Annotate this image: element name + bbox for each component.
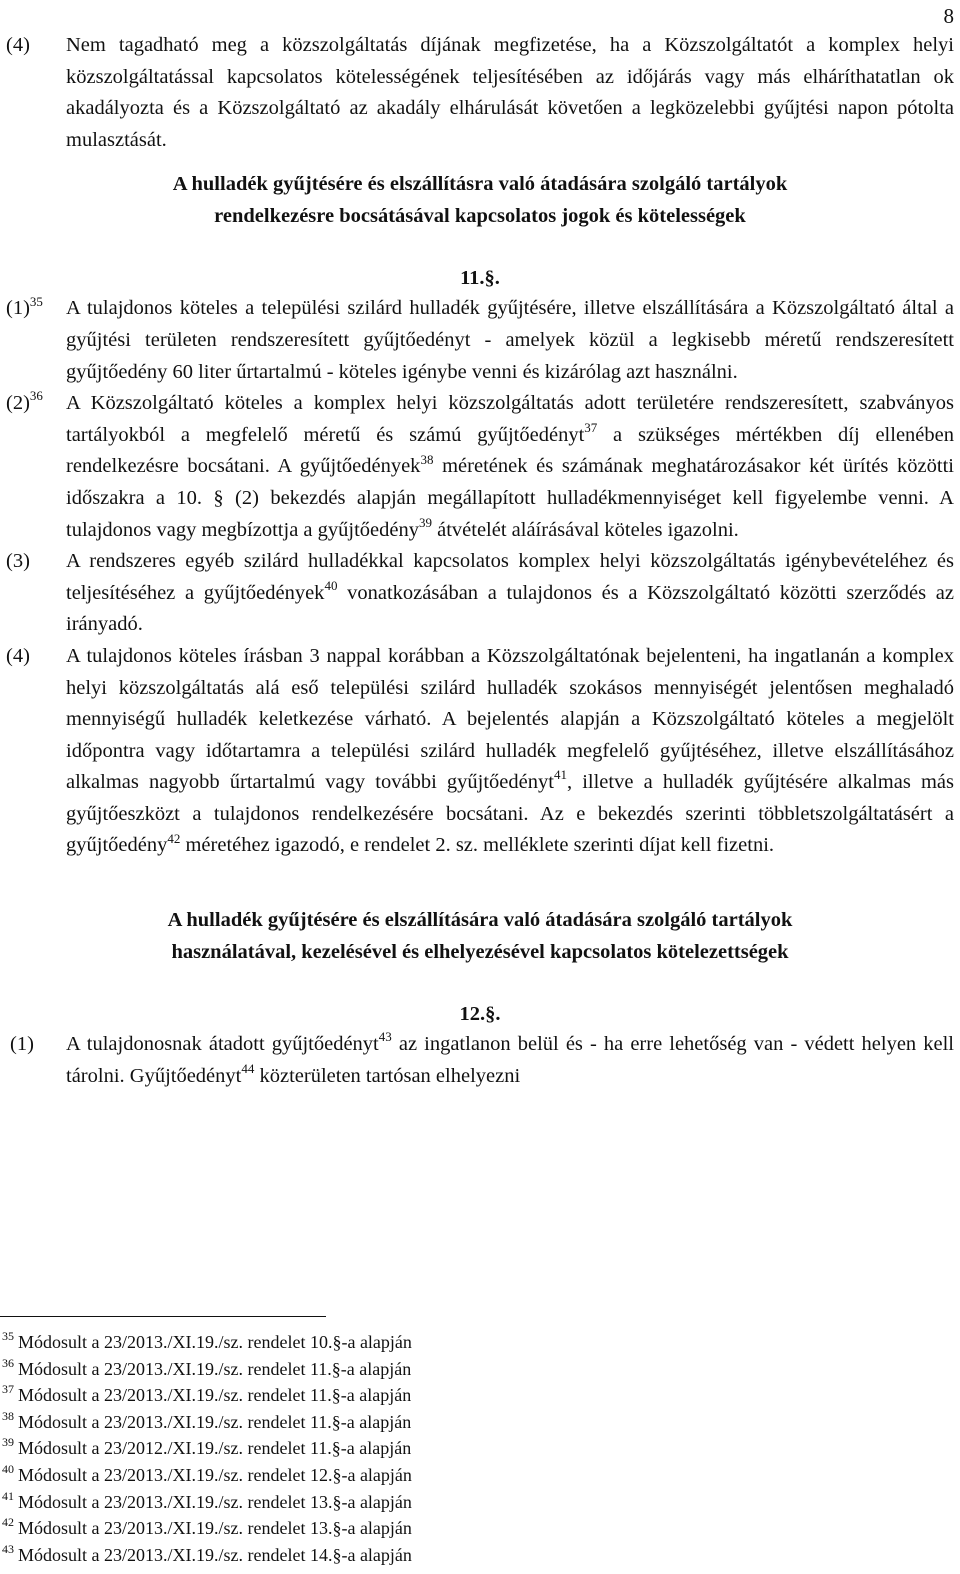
document-body	[0, 30, 960, 1092]
footnote-number: 42	[2, 1515, 14, 1530]
section-number: 12.§.	[459, 1003, 501, 1026]
footnote-ref[interactable]: 43	[378, 1029, 392, 1045]
footnote-ref[interactable]: 41	[553, 767, 567, 783]
footnote-number: 37	[2, 1382, 14, 1397]
footnote	[0, 1435, 960, 1462]
footnote	[0, 1329, 960, 1356]
heading-line: A hulladék gyűjtésére és elszállításra való átadására szolgáló tartályok	[172, 173, 788, 196]
paragraph-number: (3)	[6, 550, 30, 573]
footnote-text: Módosult a 23/2013./XI.19./sz. rendelet 13.§-a alapján	[18, 1491, 412, 1512]
paragraph-number: $(2)^{36}$	[6, 388, 43, 415]
section-number: 11.§.	[460, 267, 500, 290]
heading-line: rendelkezésre bocsátásával kapcsolatos jogok és kötelességek	[214, 205, 746, 228]
footnote-text: Módosult a 23/2013./XI.19./sz. rendelet 11.§-a alapján	[18, 1385, 412, 1406]
footnote-text: Módosult a 23/2013./XI.19./sz. rendelet 11.§-a alapján	[18, 1358, 412, 1379]
footnote	[0, 1515, 960, 1542]
footnote-number: 39	[2, 1435, 14, 1450]
paragraph-number: $(1)^{35}$	[6, 293, 43, 320]
footnote-ref[interactable]: 42	[167, 830, 181, 846]
footnote	[0, 1542, 960, 1569]
paragraph	[0, 388, 960, 546]
paragraph-number: (1)	[10, 1033, 34, 1056]
paragraph-text: A rendszeres egyéb szilárd hulladékkal kapcsolatos komplex helyi közszolgáltatás igénybevételéhez és teljesítéséhez a gyűjtőedények$^{40}$ vonatkozásában a tulajdonos és a Közszolgáltató közötti szerződés az irányadó.	[66, 550, 954, 636]
footnote-text: Módosult a 23/2013./XI.19./sz. rendelet 12.§-a alapján	[18, 1464, 412, 1485]
footnote-text: Módosult a 23/2013./XI.19./sz. rendelet 10.§-a alapján	[18, 1332, 412, 1352]
paragraph	[0, 30, 960, 156]
footnote-separator	[0, 1316, 326, 1317]
footnote-number: 41	[2, 1488, 14, 1503]
footnote-text: Módosult a 23/2012./XI.19./sz. rendelet 11.§-a alapján	[18, 1438, 412, 1459]
page-number: 8	[943, 4, 954, 28]
footnote-ref[interactable]: 36	[29, 388, 43, 404]
heading-line: A hulladék gyűjtésére és elszállítására való átadására szolgáló tartályok	[167, 909, 793, 932]
footnote-ref[interactable]: 35	[29, 293, 43, 309]
footnote-number: 43	[2, 1541, 14, 1556]
footnote-ref[interactable]: 39	[418, 514, 432, 530]
paragraph	[0, 546, 960, 641]
paragraph-number: (4)	[6, 34, 30, 56]
footnote	[0, 1382, 960, 1409]
footnote	[0, 1356, 960, 1383]
footnote-ref[interactable]: 38	[420, 451, 434, 467]
footnote	[0, 1409, 960, 1436]
footnote-number: 38	[2, 1408, 14, 1423]
footnotes	[0, 1329, 960, 1568]
footnote-number: 36	[2, 1355, 14, 1370]
paragraph	[0, 293, 960, 388]
footnote	[0, 1489, 960, 1516]
paragraph	[0, 1029, 960, 1092]
footnote-number: 40	[2, 1461, 14, 1476]
footnote-text: Módosult a 23/2013./XI.19./sz. rendelet 13.§-a alapján	[18, 1518, 412, 1539]
footnote-ref[interactable]: 40	[324, 577, 338, 593]
paragraph-number: (4)	[6, 644, 30, 667]
heading-line: használatával, kezelésével és elhelyezésével kapcsolatos kötelezettségek	[171, 941, 789, 964]
footnote-text: Módosult a 23/2013./XI.19./sz. rendelet 11.§-a alapján	[18, 1411, 412, 1432]
footnote	[0, 1462, 960, 1489]
footnote-number: 35	[2, 1329, 14, 1343]
paragraph-text: A tulajdonos köteles a települési szilárd hulladék gyűjtésére, illetve elszállítására a Közszolgáltató által a gyűjtési területen rendszeresített gyűjtőedényt - amelyek közül a legkisebb méretű rendszeresített gyűjtőedény 60 liter űrtartalmú - köteles igénybe venni és kizárólag azt használni.	[66, 297, 954, 383]
paragraph-text: Nem tagadható meg a közszolgáltatás díjának megfizetése, ha a Közszolgáltatót a komplex helyi közszolgáltatással kapcsolatos kötelességének teljesítésében az időjárás vagy más elháríthatatlan ok akadályozta és a Közszolgáltató az akadály elhárulását követően a legközelebbi gyűjtési napon pótolta mulasztását.	[66, 34, 954, 151]
paragraph	[0, 641, 960, 862]
paragraph-text: A tulajdonos köteles írásban 3 nappal korábban a Közszolgáltatónak bejelenteni, ha ingatlanán a komplex helyi közszolgáltatás alá eső települési szilárd hulladék szokásos mennyiségét jelentősen meghaladó mennyiségű hulladék keletkezése várható. A bejelentés alapján a Közszolgáltató köteles a megjelölt időpontra vagy időtartamra a települési szilárd hulladék megfelelő gyűjtéséhez, illetve elszállításához alkalmas nagyobb űrtartalmú vagy további gyűjtőedényt$^{41}$, illetve a hulladék gyűjtésére alkalmas más gyűjtőeszközt a tulajdonos rendelkezésére bocsátani. Az e bekezdés szerinti többletszolgáltatásért a gyűjtőedény$^{42}$ méretéhez igazodó, e rendelet 2. sz. melléklete szerinti díjat kell fizetni.	[66, 644, 954, 857]
footnote-text: Módosult a 23/2013./XI.19./sz. rendelet 14.§-a alapján	[18, 1544, 412, 1565]
footnote-ref[interactable]: 44	[241, 1060, 255, 1076]
paragraph-text: A tulajdonosnak átadott gyűjtőedényt$^{43}$ az ingatlanon belül és - ha erre lehetőség van - védett helyen kell tárolni. Gyűjtőedényt$^{44}$ közterületen tartósan elhelyezni	[66, 1029, 954, 1087]
footnote-ref[interactable]: 37	[584, 419, 598, 435]
paragraph-text: A Közszolgáltató köteles a komplex helyi közszolgáltatás adott területére rendszeresített, szabványos tartályokból a megfelelő méretű és számú gyűjtőedényt$^{37}$ a szükséges mértékben díj ellenében rendelkezésre bocsátani. A gyűjtőedények$^{38}$ méretének és számának meghatározásakor két ürítés közötti időszakra a 10. § (2) bekezdés alapján megállapított hulladékmennyiséget kell figyelembe venni. A tulajdonos vagy megbízottja a gyűjtőedény$^{39}$ átvételét aláírásával köteles igazolni.	[66, 392, 954, 541]
section-heading	[0, 904, 960, 968]
section-heading	[0, 168, 960, 232]
